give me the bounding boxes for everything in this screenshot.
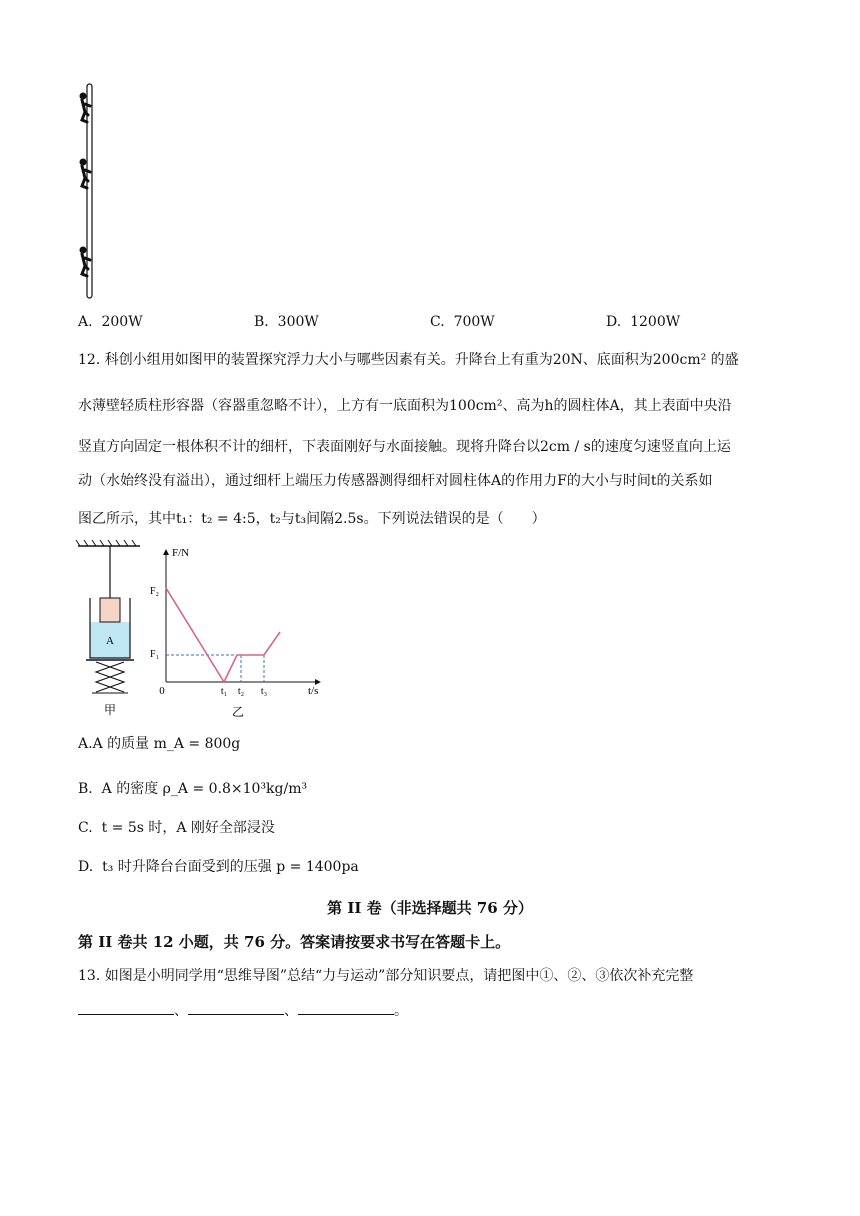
- series-force-line: [166, 588, 280, 682]
- q12-option-c: C. t = 5s 时，A 刚好全部浸没: [78, 820, 275, 836]
- q11-option-c: C. 700W: [430, 314, 495, 330]
- q12-stem-line-1: 12. 科创小组用如图甲的装置探究浮力大小与哪些因素有关。升降台上有重为20N、底面积为200cm² 的盛: [78, 352, 739, 368]
- x-tick-t2: t₂: [237, 686, 245, 697]
- q13-stem: 13. 如图是小明同学用“思维导图”总结“力与运动”部分知识要点，请把图中①、②、③依次补充完整: [78, 968, 694, 984]
- answer-blank-2[interactable]: [188, 1000, 284, 1015]
- x-tick-t3: t₃: [260, 686, 268, 697]
- q12-option-b: B. A 的密度 ρ_A = 0.8×10³kg/m³: [78, 781, 308, 797]
- q12-stem-line-4: 动（水始终没有溢出），通过细杆上端压力传感器测得细杆对圆柱体A的作用力F的大小与时间t的关系如: [78, 473, 713, 489]
- figure-yi-chart: [146, 542, 332, 720]
- q12-stem-line-5: 图乙所示，其中t₁：t₂ = 4:5，t₂与t₃间隔2.5s。下列说法错误的是（ ）: [78, 511, 546, 527]
- origin-label: 0: [159, 685, 165, 697]
- q11-option-b: B. 300W: [254, 314, 319, 330]
- climbing-figure: [74, 82, 104, 302]
- figure-jia: [74, 540, 154, 720]
- section-instruction: 第 II 卷共 12 小题，共 76 分。答案请按要求书写在答题卡上。: [78, 933, 511, 951]
- q11-option-d: D. 1200W: [606, 314, 681, 330]
- figure-jia-caption: 甲: [103, 703, 117, 717]
- q12-option-d: D. t₃ 时升降台台面受到的压强 p = 1400pa: [78, 859, 359, 875]
- q11-option-a: A. 200W: [78, 314, 143, 330]
- q12-stem-line-3: 竖直方向固定一根体积不计的细杆，下表面刚好与水面接触。现将升降台以2cm / s的速度匀速竖直向上运: [78, 439, 731, 455]
- block-label-a: A: [106, 635, 114, 647]
- q12-stem-line-2: 水薄壁轻质柱形容器（容器重忽略不计），上方有一底面积为100cm²、高为h的圆柱体A，其上表面中央沿: [78, 398, 732, 414]
- cylinder-a: [100, 598, 120, 622]
- y-tick-f1: F₁: [150, 649, 160, 660]
- section-title: 第 II 卷（非选择题共 76 分）: [327, 899, 533, 917]
- y-axis-label: F/N: [172, 547, 190, 559]
- answer-blank-1[interactable]: [78, 1000, 174, 1015]
- answer-blank-3[interactable]: [298, 1000, 394, 1015]
- x-tick-t1: t₁: [220, 686, 228, 697]
- x-axis-label: t/s: [308, 685, 319, 697]
- y-tick-f2: F₂: [150, 586, 160, 597]
- q12-option-a: A.A 的质量 m_A = 800g: [78, 736, 241, 752]
- figure-yi-caption: 乙: [231, 705, 245, 719]
- q13-answer-line: 、 、 。: [78, 1000, 408, 1021]
